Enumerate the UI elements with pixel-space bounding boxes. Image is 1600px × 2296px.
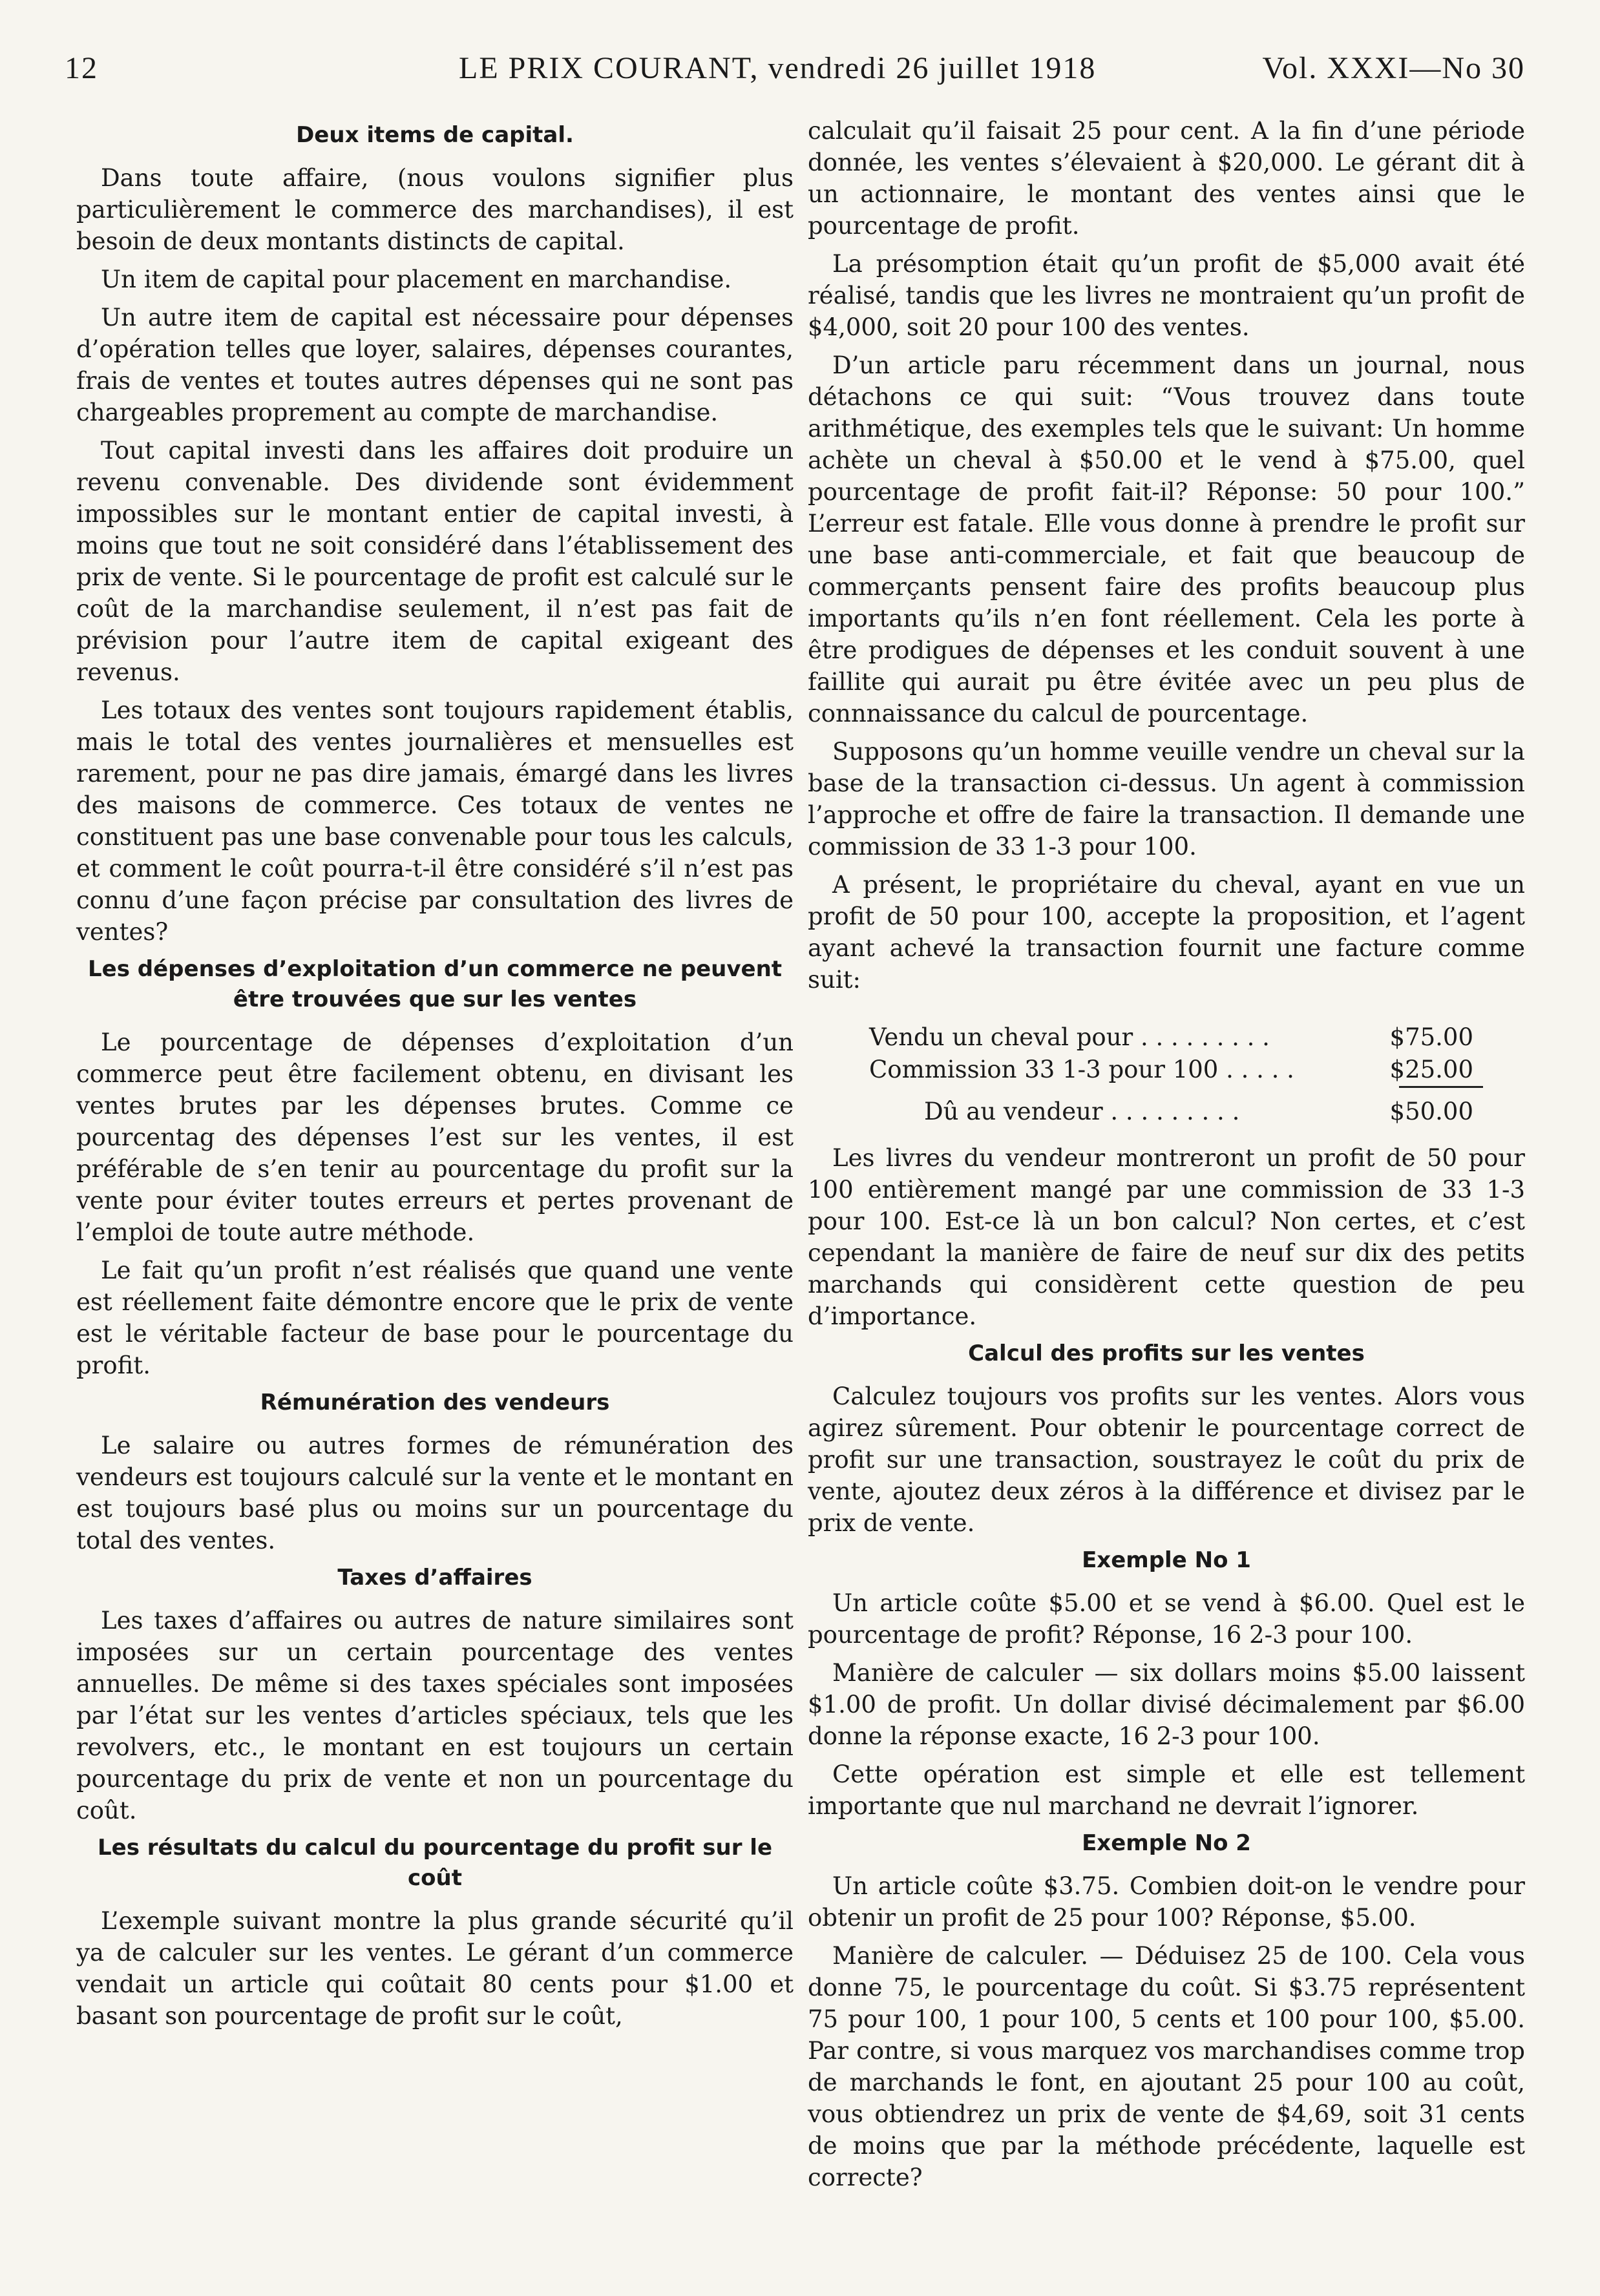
page-header [65,50,1525,102]
invoice-row [808,1021,1525,1054]
paragraph: Dans toute affaire, (nous voulons signifier plus particulièrement le commerce des marchandises), il est besoin de deux montants distincts de capital. [76,164,794,255]
paragraph: Les livres du vendeur montreront un profit de 50 pour 100 entièrement mangé par une commission de 33 1-3 pour 100. Est-ce là un bon calcul? Non certes, et c’est cependant la manière de faire de neuf sur dix des petits marchands qui considèrent cette question de peu d’importance. [808,1144,1525,1330]
section-heading: Calcul des profits sur les ventes [968,1341,1365,1366]
left-column [76,115,794,2038]
paragraph: La présomption était qu’un profit de $5,000 avait été réalisé, tandis que les livres ne montraient qu’un profit de $4,000, soit 20 pour 100 des ventes. [808,250,1525,341]
invoice-row [808,1054,1525,1086]
paragraph: L’exemple suivant montre la plus grande sécurité qu’il ya de calculer sur les ventes. Le gérant d’un commerce vendait un article qui coûtait 80 cents pour $1.00 et basant son pourcentage de profit sur le coût, [76,1907,794,2030]
paragraph: Le fait qu’un profit n’est réalisés que quand une vente est réellement faite démontre encore que le prix de vente est le véritable facteur de base pour le pourcentage du profit. [76,1257,794,1379]
running-title: LE PRIX COURANT, vendredi 26 juillet 1918 [459,51,1097,85]
invoice-label: Vendu un cheval pour . . . . . . . . . [869,1023,1270,1051]
paragraph: Les taxes d’affaires ou autres de nature similaires sont imposées sur un certain pourcentage des ventes annuelles. De même si des taxes spéciales sont imposées par l’état sur les ventes d’articles spéciaux, tels que les revolvers, etc., le montant en est toujours un certain pourcentage du prix de vente et non un pourcentage du coût. [76,1607,794,1824]
section-heading: Les dépenses d’exploitation d’un commerce ne peuvent être trouvées que sur les ventes [87,956,783,1012]
paragraph: Un autre item de capital est nécessaire pour dépenses d’opération telles que loyer, salaires, dépenses courantes, frais de ventes et toutes autres dépenses qui ne sont pas chargeables proprement au compte de marchandise. [76,304,794,426]
paragraph: Manière de calculer — six dollars moins $5.00 laissent $1.00 de profit. Un dollar divisé décimalement par $6.00 donne la réponse exacte, 16 2-3 pour 100. [808,1659,1525,1750]
section-heading: Rémunération des vendeurs [260,1390,610,1415]
paragraph: Le salaire ou autres formes de rémunération des vendeurs est toujours calculé sur la vente et le montant en est toujours basé plus ou moins sur un pourcentage du total des ventes. [76,1432,794,1554]
invoice-row [808,1096,1525,1128]
section-heading: Taxes d’affaires [337,1565,532,1591]
paragraph: Un article coûte $3.75. Combien doit-on le vendre pour obtenir un profit de 25 pour 100? Réponse, $5.00. [808,1872,1525,1932]
invoice-total-rule [1399,1086,1483,1088]
invoice-label: Commission 33 1-3 pour 100 . . . . . [869,1056,1294,1083]
invoice-amount: $50.00 [1389,1098,1473,1125]
paragraph: A présent, le propriétaire du cheval, ayant en vue un profit de 50 pour 100, accepte la proposition, et l’agent ayant achevé la transaction fournit une facture comme suit: [808,871,1525,994]
paragraph: D’un article paru récemment dans un journal, nous détachons ce qui suit: “Vous trouvez dans toute arithmétique, des exemples tels que le suivant: Un homme achète un cheval à $50.00 et le vend à $75.00, quel pourcentage de profit fait-il? Réponse: 50 pour 100.” L’erreur est fatale. Elle vous donne à prendre le profit sur une base anti-commerciale, et fait que beaucoup de commerçants pensent faire des profits beaucoup plus importants qu’ils n’en font réellement. Cela les porte à être prodigues de dépenses et les conduit souvent à une faillite qui aurait pu être évitée avec un peu plus de connnaissance du calcul de pourcentage. [808,351,1525,727]
volume-number: Vol. XXXI—No 30 [1262,51,1525,85]
paragraph: Cette opération est simple et elle est tellement importante que nul marchand ne devrait l’ignorer. [808,1760,1525,1820]
paragraph: Les totaux des ventes sont toujours rapidement établis, mais le total des ventes journalières et mensuelles est rarement, pour ne pas dire jamais, émargé dans les livres des maisons de commerce. Ces totaux de ventes ne constituent pas une base convenable pour tous les calculs, et comment le coût pourra-t-il être considéré s’il n’est pas connu d’une façon précise par consultation des livres de ventes? [76,696,794,946]
paragraph: Un article coûte $5.00 et se vend à $6.00. Quel est le pourcentage de profit? Réponse, 16 2-3 pour 100. [808,1589,1525,1649]
right-column [808,115,1525,2200]
section-heading: Les résultats du calcul du pourcentage du profit sur le coût [97,1835,773,1891]
invoice-label: Dû au vendeur . . . . . . . . . [924,1098,1240,1125]
page-number: 12 [65,51,98,85]
paragraph: calculait qu’il faisait 25 pour cent. A la fin d’une période donnée, les ventes s’élevaient à $20,000. Le gérant dit à un actionnaire, le montant des ventes ainsi que le pourcentage de profit. [808,117,1525,240]
section-heading: Exemple No 2 [1082,1830,1251,1856]
invoice-amount: $25.00 [1389,1056,1473,1083]
paragraph: Calculez toujours vos profits sur les ventes. Alors vous agirez sûrement. Pour obtenir le pourcentage correct de profit sur une transaction, soustrayez le coût du prix de vente, ajoutez deux zéros à la différence et divisez par le prix de vente. [808,1383,1525,1537]
section-heading: Deux items de capital. [296,122,574,148]
invoice [808,1021,1525,1128]
paragraph: Manière de calculer. — Déduisez 25 de 100. Cela vous donne 75, le pourcentage du coût. Si $3.75 représentent 75 pour 100, 1 pour 100, 5 cents et 100 pour 100, $5.00. Par contre, si vous marquez vos marchandises comme trop de marchands le font, en ajoutant 25 pour 100 au coût, vous obtiendrez un prix de vente de $4,69, soit 31 cents de moins que par la méthode précédente, laquelle est correcte? [808,1942,1525,2191]
paragraph: Tout capital investi dans les affaires doit produire un revenu convenable. Des dividende sont évidemment impossibles sur le montant entier de capital investi, à moins que tout ne soit considéré dans l’établissement des prix de vente. Si le pourcentage de profit est calculé sur le coût de la marchandise seulement, il n’est pas fait de prévision pour l’autre item de capital exigeant des revenus. [76,437,794,686]
paragraph: Le pourcentage de dépenses d’exploitation d’un commerce peut être facilement obtenu, en divisant les ventes brutes par les dépenses brutes. Comme ce pourcentag des dépenses l’est sur les ventes, il est préférable de s’en tenir au pourcentage du profit sur la vente pour éviter toutes erreurs et pertes provenant de l’emploi de toute autre méthode. [76,1028,794,1246]
section-heading: Exemple No 1 [1082,1547,1251,1573]
paragraph: Supposons qu’un homme veuille vendre un cheval sur la base de la transaction ci-dessus. Un agent à commission l’approche et offre de faire la transaction. Il demande une commission de 33 1-3 pour 100. [808,738,1525,861]
invoice-amount: $75.00 [1389,1023,1473,1051]
paragraph: Un item de capital pour placement en marchandise. [101,266,732,293]
